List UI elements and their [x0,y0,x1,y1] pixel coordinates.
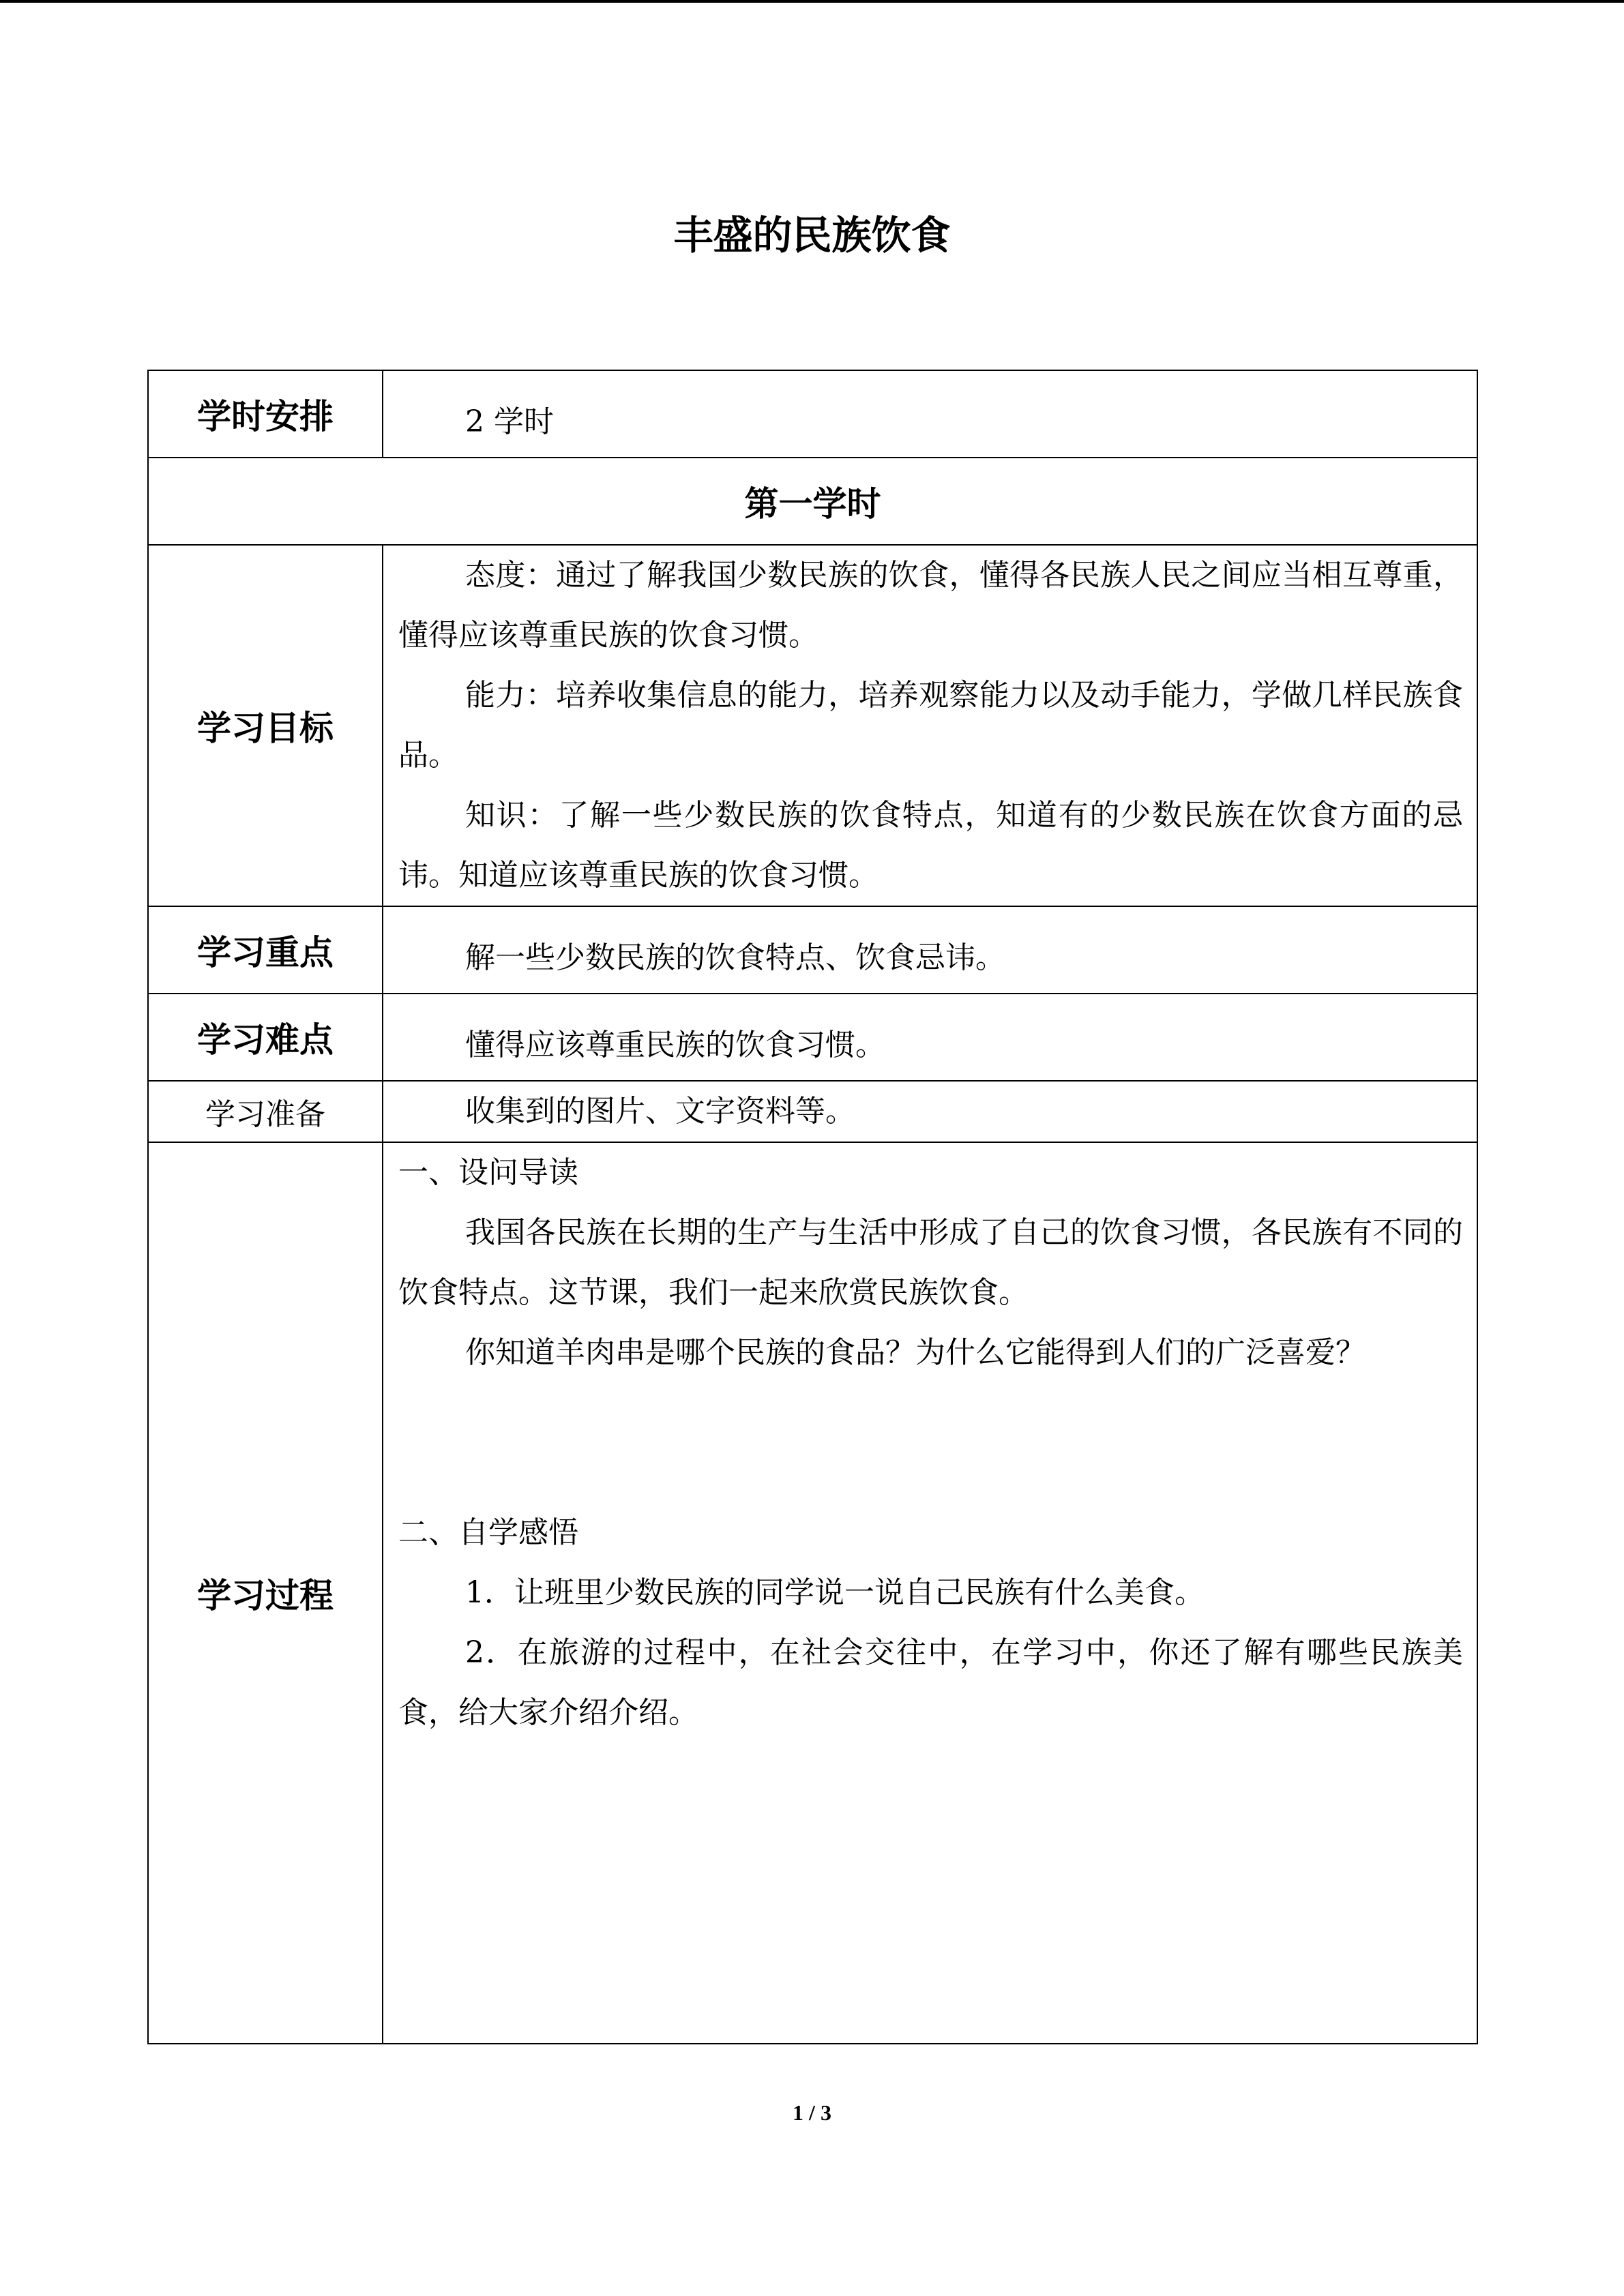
objectives-content [383,545,1477,906]
page-top-border [0,0,1624,3]
objectives-row [148,545,1477,906]
key-points-label: 学习重点 [148,906,383,994]
difficulties-value: 懂得应该尊重民族的饮食习惯。 [465,1028,885,1062]
lesson-plan-table [147,370,1478,2044]
process-part1-heading: 一、设问导读 [398,1155,578,1190]
objective-knowledge: 知识：了解一些少数民族的饮食特点，知道有的少数民族在饮食方面的忌讳。知道应该尊重民族的饮食习惯。 [398,798,1463,893]
process-answer-space [398,1383,1463,1503]
schedule-value-cell [383,370,1477,458]
difficulties-row [148,994,1477,1081]
objectives-label: 学习目标 [148,545,383,906]
preparation-content [383,1081,1477,1142]
page-number: 1 / 3 [793,2100,831,2125]
preparation-row [148,1081,1477,1142]
difficulties-content [383,994,1477,1081]
process-part2-item-1: 1．让班里少数民族的同学说一说自己民族有什么美食。 [465,1575,1205,1610]
schedule-label: 学时安排 [148,370,383,458]
process-part1-paragraph: 我国各民族在长期的生产与生活中形成了自己的饮食习惯，各民族有不同的饮食特点。这节课，我们一起来欣赏民族饮食。 [398,1215,1463,1310]
key-points-content [383,906,1477,994]
section-heading: 第一学时 [148,458,1477,545]
key-points-row [148,906,1477,994]
process-row [148,1142,1477,2044]
preparation-label: 学习准备 [148,1081,383,1142]
document-title: 丰盛的民族饮食 [673,212,951,258]
preparation-value: 收集到的图片、文字资料等。 [465,1094,855,1129]
difficulties-label: 学习难点 [148,994,383,1081]
section-heading-row [148,458,1477,545]
schedule-value: 2 学时 [465,404,554,439]
process-label: 学习过程 [148,1142,383,2044]
key-points-value: 解一些少数民族的饮食特点、饮食忌讳。 [465,940,1005,975]
process-part1-question: 你知道羊肉串是哪个民族的食品？为什么它能得到人们的广泛喜爱？ [465,1335,1365,1370]
process-part2-item-2: 2．在旅游的过程中，在社会交往中，在学习中，你还了解有哪些民族美食，给大家介绍介绍。 [398,1635,1463,1730]
objective-ability: 能力：培养收集信息的能力，培养观察能力以及动手能力，学做几样民族食品。 [398,678,1463,773]
process-part2-heading: 二、自学感悟 [398,1515,578,1550]
process-content [383,1142,1477,2044]
objective-attitude: 态度：通过了解我国少数民族的饮食，懂得各民族人民之间应当相互尊重，懂得应该尊重民族的饮食习惯。 [398,558,1463,653]
schedule-row [148,370,1477,458]
